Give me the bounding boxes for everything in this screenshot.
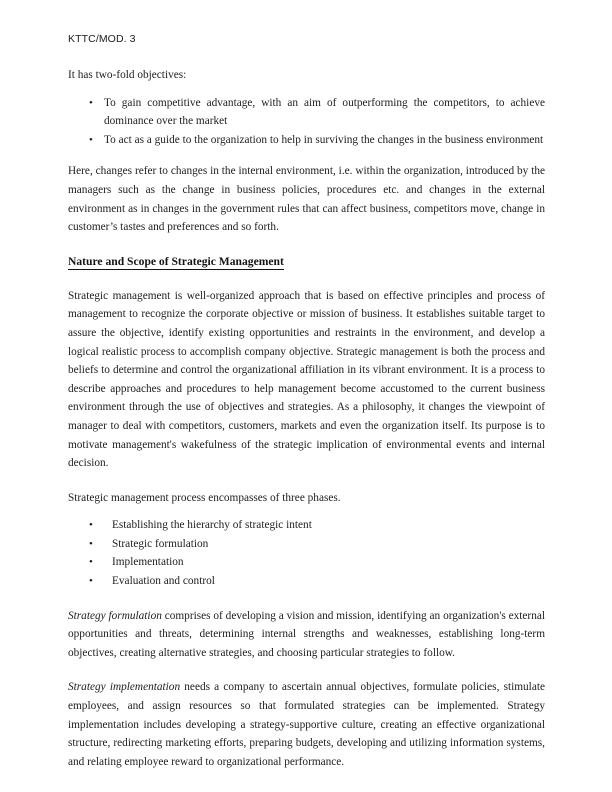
list-item-label: Establishing the hierarchy of strategic intent: [112, 519, 312, 532]
strategy-implementation-body: needs a company to ascertain annual objectives, formulate policies, stimulate employees, and assign resources so that formulated strategies can be implemented. Strategy implementation includes developing a strategy-supportive culture, creating an effective organizational structure, redirecting marketing efforts, preparing budgets, developing and utilizing information systems, and relating employee reward to organizational performance.: [68, 681, 545, 768]
list-item: [68, 94, 545, 131]
bullet-icon: •: [89, 133, 93, 146]
bullet-icon: •: [89, 556, 93, 569]
list-item-label: Evaluation and control: [112, 575, 215, 588]
list-item-label: To gain competitive advantage, with an aim of outperforming the competitors, to achieve dominance over the market: [104, 96, 545, 128]
running-header: KTTC/MOD. 3: [68, 33, 136, 45]
list-item-label: Strategic formulation: [112, 537, 209, 550]
list-item: [68, 131, 545, 150]
strategy-formulation-body: comprises of developing a vision and mission, identifying an organization's external opportunities and threats, determining internal strengths and weaknesses, establishing long-term objectives, creating alternative strategies, and choosing particular strategies to follow.: [68, 609, 545, 659]
bullet-icon: •: [89, 519, 93, 532]
list-item-label: Implementation: [112, 556, 184, 569]
intro-line: It has two-fold objectives:: [68, 69, 187, 81]
bullet-icon: •: [89, 96, 93, 109]
bullet-icon: •: [89, 537, 93, 550]
list-item: [68, 535, 545, 554]
objectives-list: [68, 94, 545, 150]
section-heading: [68, 253, 545, 271]
list-item: [68, 553, 545, 572]
strategy-implementation-lead: Strategy implementation: [68, 681, 181, 694]
document-body: [68, 66, 545, 771]
strategy-implementation-paragraph: [68, 678, 545, 771]
bullet-icon: •: [89, 575, 93, 588]
nature-scope-paragraph: Strategic management is well-organized approach that is based on effective principles and process of management to recognize the corporate objective or mission of business. It establishes suitable target to assure the objective, identify existing opportunities and restraints in the environment, and develop a logical realistic process to accomplish company objective. Strategic management is both the process and beliefs to determine and control the organizational affiliation in its vibrant environment. It is a process to describe approaches and procedures to help management become accustomed to the current business environment through the use of objectives and strategies. As a philosophy, it changes the viewpoint of manager to deal with competitors, customers, markets and even the organization itself. Its purpose is to motivate management's wakefulness of the strategic implication of environmental events and internal decision.: [68, 289, 545, 470]
strategy-formulation-lead: Strategy formulation: [68, 609, 162, 622]
strategy-formulation-paragraph: [68, 607, 545, 663]
list-item: [68, 572, 545, 591]
list-item: [68, 516, 545, 535]
section-heading-text: Nature and Scope of Strategic Management: [68, 254, 284, 268]
changes-paragraph: Here, changes refer to changes in the internal environment, i.e. within the organization, introduced by the managers such as the change in business policies, procedures etc. and changes in the external environment as in changes in the government rules that can affect business, competitors move, change in customer’s tastes and preferences and so forth.: [68, 165, 545, 234]
list-item-label: To act as a guide to the organization to help in surviving the changes in the business environment: [104, 133, 544, 146]
phases-list: [68, 516, 545, 590]
phases-intro: Strategic management process encompasses of three phases.: [68, 491, 341, 504]
